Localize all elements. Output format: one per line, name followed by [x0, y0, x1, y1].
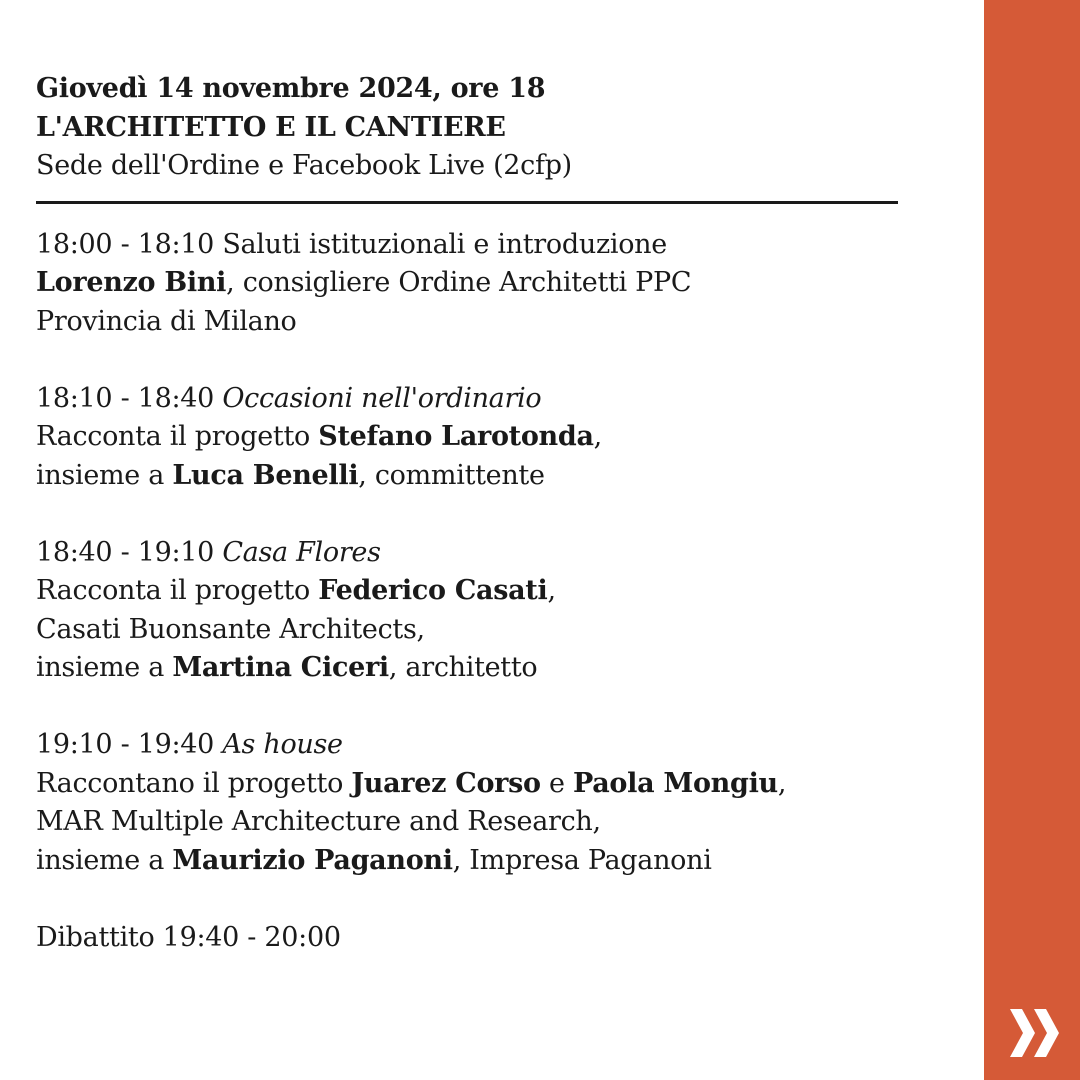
guest-intro: insieme a	[36, 459, 173, 491]
session-1	[36, 226, 936, 342]
session-4-guest-line	[36, 842, 936, 881]
speaker-role: , consigliere Ordine Architetti PPC	[226, 267, 692, 298]
session-2-presenter-line	[36, 418, 936, 457]
guest-name: Maurizio Paganoni	[172, 844, 453, 876]
guest-name: Luca Benelli	[172, 459, 359, 491]
session-4-presenter-line	[36, 765, 936, 804]
punctuation: ,	[777, 767, 787, 799]
session-4	[36, 726, 936, 880]
session-1-heading	[36, 226, 936, 265]
session-3-guest-line	[36, 649, 936, 688]
speaker-role-continued: Provincia di Milano	[36, 305, 297, 337]
speaker-name: Lorenzo Bini	[36, 267, 227, 298]
guest-role: , Impresa Paganoni	[452, 844, 712, 876]
guest-role: , architetto	[388, 652, 538, 683]
divider	[36, 201, 898, 204]
presenter-intro: Racconta il progetto	[36, 421, 319, 452]
double-chevron-right-icon	[1006, 1003, 1066, 1063]
guest-intro: insieme a	[36, 844, 173, 876]
firm-name: MAR Multiple Architecture and Research,	[36, 806, 601, 837]
guest-intro: insieme a	[36, 652, 173, 683]
presenter-intro: Raccontano il progetto	[36, 767, 352, 799]
event-title: L'ARCHITETTO E IL CANTIERE	[36, 111, 506, 143]
guest-name: Martina Ciceri	[172, 652, 389, 683]
debate-line: Dibattito 19:40 - 20:00	[36, 921, 341, 953]
project-name: Casa Flores	[222, 536, 381, 568]
project-name: As house	[222, 729, 343, 760]
session-2-guest-line	[36, 457, 936, 496]
session-time: 18:00 - 18:10	[36, 228, 215, 260]
session-time: 19:10 - 19:40	[36, 729, 215, 760]
session-3	[36, 534, 936, 688]
session-1-speaker-line	[36, 264, 936, 303]
presenter-intro: Racconta il progetto	[36, 575, 319, 606]
speaker-name: Stefano Larotonda	[318, 421, 594, 452]
accent-sidebar	[984, 0, 1080, 1080]
event-venue: Sede dell'Ordine e Facebook Live (2cfp)	[36, 150, 572, 181]
next-slide-button[interactable]	[1006, 1003, 1066, 1063]
event-date: Giovedì 14 novembre 2024, ore 18	[36, 73, 546, 104]
speaker-name: Federico Casati	[318, 575, 548, 606]
firm-name: Casati Buonsante Architects,	[36, 613, 425, 645]
session-topic: Saluti istituzionali e introduzione	[222, 228, 667, 260]
guest-role: , committente	[358, 459, 545, 491]
conjunction: e	[540, 767, 573, 799]
session-2	[36, 380, 936, 496]
speaker-name: Juarez Corso	[351, 767, 541, 799]
speaker-name-2: Paola Mongiu	[572, 767, 778, 799]
session-4-heading	[36, 726, 936, 765]
program-content	[36, 70, 936, 957]
punctuation: ,	[593, 421, 602, 452]
session-time: 18:40 - 19:10	[36, 536, 215, 568]
session-3-presenter-line	[36, 572, 936, 611]
project-name: Occasioni nell'ordinario	[222, 382, 542, 414]
session-time: 18:10 - 18:40	[36, 382, 215, 414]
session-3-heading	[36, 534, 936, 573]
punctuation: ,	[547, 575, 556, 606]
session-2-heading	[36, 380, 936, 419]
